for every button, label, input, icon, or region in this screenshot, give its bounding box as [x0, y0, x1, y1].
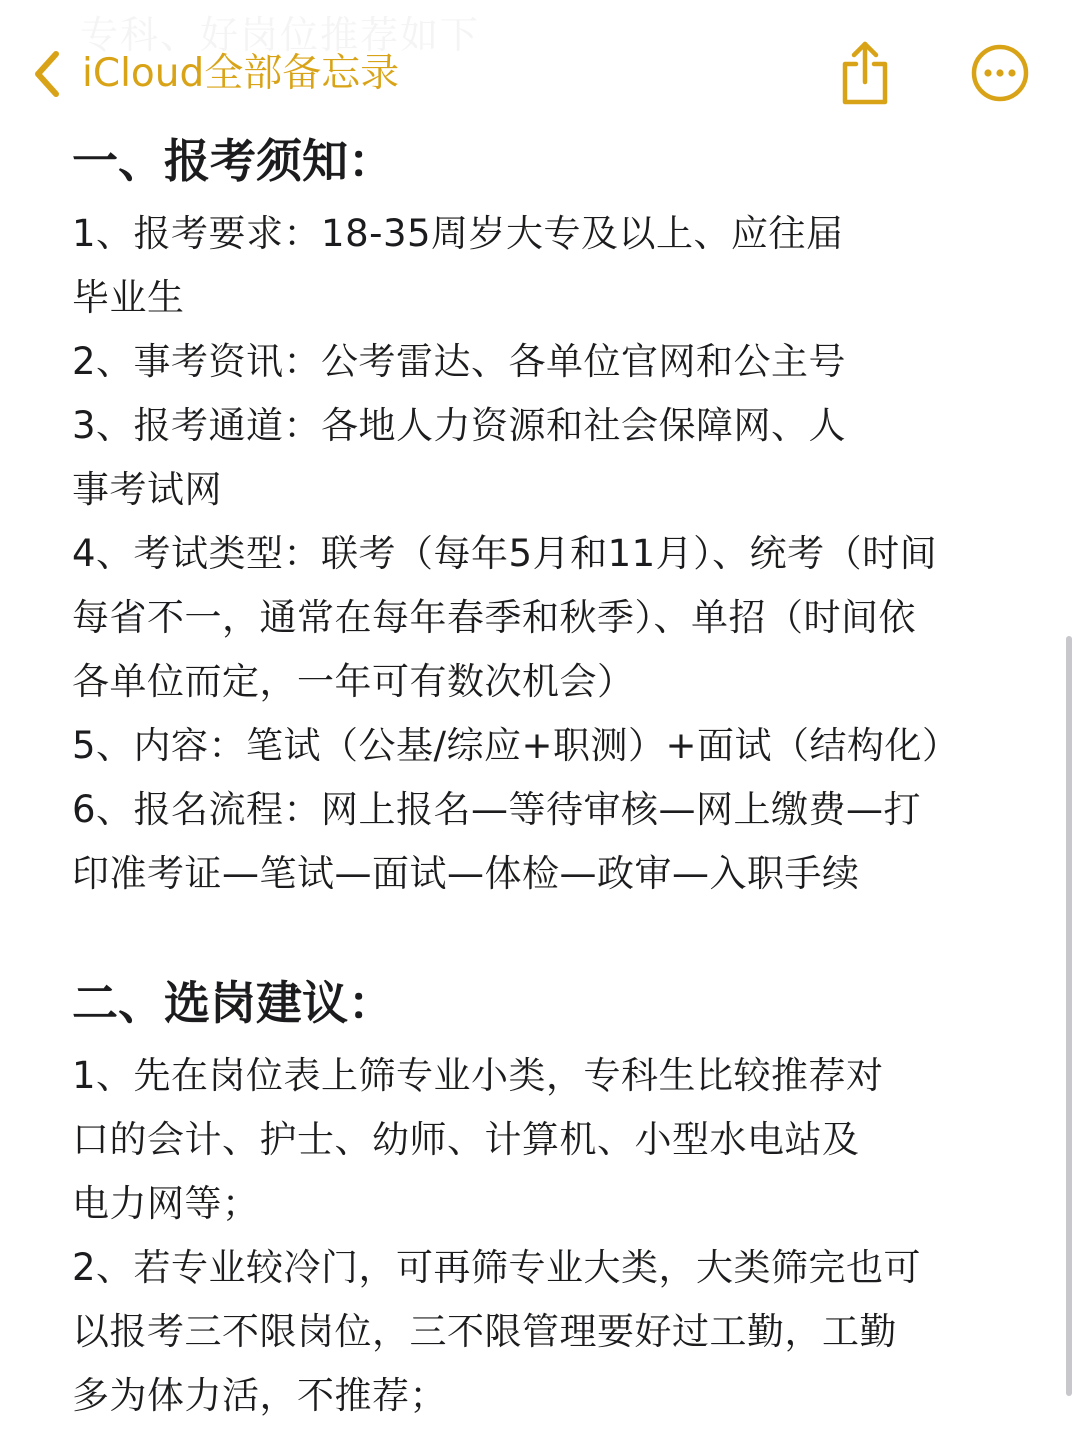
note-line: 印准考证—笔试—面试—体检—政审—入职手续: [72, 852, 860, 895]
section-heading-requirements: 一、报考须知：: [72, 134, 394, 188]
scroll-indicator[interactable]: [1066, 636, 1072, 1396]
note-line: 各单位而定，一年可有数次机会）: [72, 660, 635, 703]
back-button[interactable]: [28, 44, 399, 104]
more-button[interactable]: [970, 43, 1030, 103]
note-line: 1、报考要求：18-35周岁大专及以上、应往届: [72, 212, 844, 255]
note-line: 3、报考通道：各地人力资源和社会保障网、人: [72, 404, 847, 447]
note-line: 口的会计、护士、幼师、计算机、小型水电站及: [72, 1118, 860, 1161]
note-line: 多为体力活，不推荐；: [72, 1374, 447, 1417]
section-heading-job-advice: 二、选岗建议：: [72, 976, 394, 1030]
note-line: 4、考试类型：联考（每年5月和11月）、统考（时间: [72, 532, 938, 575]
note-line: 1、先在岗位表上筛专业小类，专科生比较推荐对: [72, 1054, 884, 1097]
note-line: 2、若专业较冷门，可再筛专业大类，大类筛完也可: [72, 1246, 922, 1289]
note-line: 事考试网: [72, 468, 222, 511]
chevron-left-icon: [28, 46, 68, 102]
faded-top-text: 专科、好岗位推荐如下: [80, 13, 481, 57]
note-line: 以报考三不限岗位，三不限管理要好过工勤，工勤: [72, 1310, 897, 1353]
note-line: 6、报名流程：网上报名—等待审核—网上缴费—打: [72, 788, 922, 831]
note-line: 电力网等；: [72, 1182, 260, 1225]
section-job-advice-content: [72, 1044, 1022, 1428]
note-line: 毕业生: [72, 276, 185, 319]
back-button-label: iCloud全部备忘录: [82, 51, 400, 96]
note-line: 5、内容：笔试（公基/综应+职测）+面试（结构化）: [72, 724, 960, 767]
note-line: 2、事考资讯：公考雷达、各单位官网和公主号: [72, 340, 847, 383]
more-icon: [970, 43, 1030, 103]
share-icon: [836, 40, 894, 106]
share-button[interactable]: [836, 40, 894, 106]
note-line: 每省不一，通常在每年春季和秋季）、单招（时间依: [72, 596, 916, 639]
section-requirements-content: [72, 202, 1022, 906]
note-body[interactable]: [72, 126, 1022, 1428]
navigation-bar: [0, 30, 1080, 116]
